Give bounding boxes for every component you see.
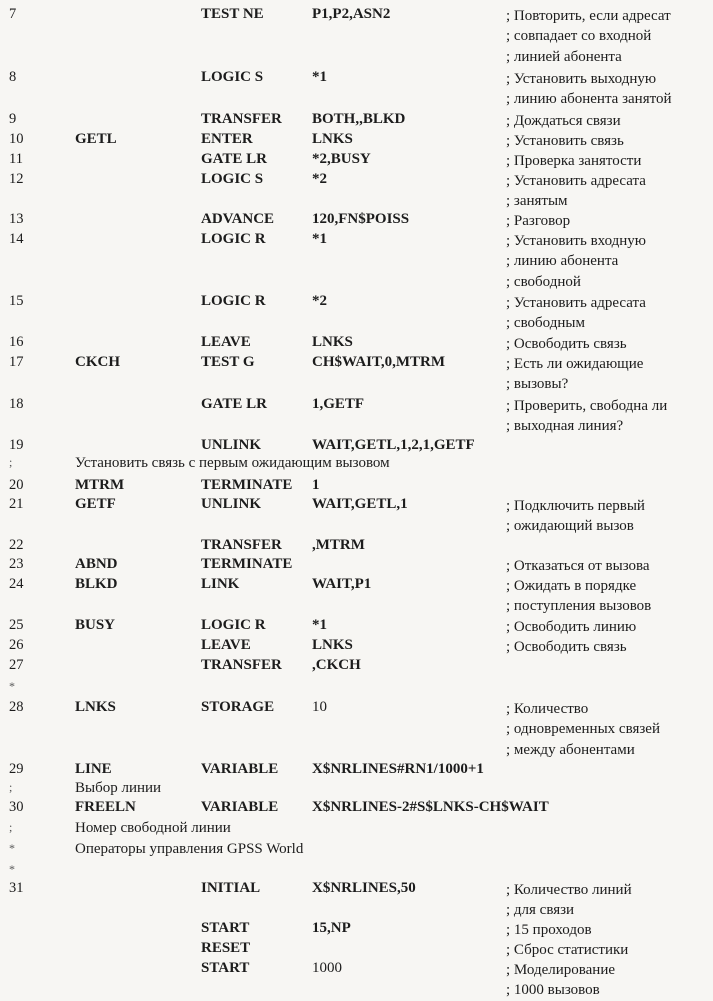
operator: TRANSFER <box>201 111 282 127</box>
comment: ; Подключить первый ; ожидающий вызов <box>506 498 645 535</box>
section-heading: Операторы управления GPSS World <box>75 841 304 857</box>
comment: ; Установить входную ; линию абонента ; свободной <box>506 233 647 290</box>
note-text: Установить связь с первым ожидающим вызовом <box>75 455 390 471</box>
operands: CH$WAIT,0,MTRM <box>312 354 446 370</box>
comment: ; Установить адресата ; свободным <box>506 295 646 332</box>
block-label: BLKD <box>75 576 118 592</box>
operands: WAIT,GETL,1,2,1,GETF <box>312 437 475 453</box>
operands: BOTH,,BLKD <box>312 111 406 127</box>
comment: ; Разговор <box>506 213 571 229</box>
operands: LNKS <box>312 637 353 653</box>
line-number: 30 <box>9 799 24 815</box>
comment: ; Повторить, если адресат ; совпадает со входной ; линией абонента <box>506 8 671 65</box>
operands: *2 <box>312 171 327 187</box>
line-number: 25 <box>9 617 24 633</box>
operator: LOGIC S <box>201 69 264 85</box>
comment: ; Установить выходную ; линию абонента занятой <box>506 71 672 108</box>
comment: ; 15 проходов <box>506 922 592 938</box>
operands: *1 <box>312 617 327 633</box>
block-label: LNKS <box>75 699 116 715</box>
line-number: 28 <box>9 699 24 715</box>
block-label: LINE <box>75 761 112 777</box>
block-label: CKCH <box>75 354 120 370</box>
star-mark: * <box>9 841 15 855</box>
line-number: 14 <box>9 231 24 247</box>
operands: LNKS <box>312 334 353 350</box>
operands: P1,P2,ASN2 <box>312 6 391 22</box>
operator: TERMINATE <box>201 477 293 493</box>
block-label: MTRM <box>75 477 125 493</box>
operands: *2,BUSY <box>312 151 371 167</box>
operands: X$NRLINES,50 <box>312 880 416 896</box>
line-number: 23 <box>9 556 24 572</box>
comment: ; Есть ли ожидающие ; вызовы? <box>506 356 644 393</box>
block-label: GETF <box>75 496 116 512</box>
star-mark: * <box>9 679 15 693</box>
operator: TEST NE <box>201 6 264 22</box>
line-number: 8 <box>9 69 17 85</box>
operands: LNKS <box>312 131 353 147</box>
operator: TRANSFER <box>201 657 282 673</box>
operator: LOGIC R <box>201 293 266 309</box>
comment: ; Количество линий ; для связи <box>506 882 632 919</box>
line-number: 10 <box>9 131 24 147</box>
operands: ,CKCH <box>312 657 361 673</box>
operator: INITIAL <box>201 880 261 896</box>
operator: START <box>201 920 250 936</box>
operands: 15,NP <box>312 920 351 936</box>
operands: *2 <box>312 293 327 309</box>
block-label: BUSY <box>75 617 116 633</box>
line-number: 12 <box>9 171 24 187</box>
operands: 1000 <box>312 960 342 976</box>
star-mark: * <box>9 862 15 876</box>
comment: ; Ожидать в порядке ; поступления вызовов <box>506 578 652 615</box>
operands: 10 <box>312 699 327 715</box>
operands: X$NRLINES#RN1/1000+1 <box>312 761 484 777</box>
operator: UNLINK <box>201 496 262 512</box>
operands: *1 <box>312 69 327 85</box>
comment-mark: ; <box>9 455 13 469</box>
operator: TRANSFER <box>201 537 282 553</box>
line-number: 22 <box>9 537 24 553</box>
comment: ; Проверить, свободна ли ; выходная линия? <box>506 398 668 435</box>
line-number: 13 <box>9 211 24 227</box>
comment: ; Освободить связь <box>506 639 627 655</box>
block-label: ABND <box>75 556 118 572</box>
operands: WAIT,GETL,1 <box>312 496 408 512</box>
block-label: GETL <box>75 131 117 147</box>
line-number: 20 <box>9 477 24 493</box>
operator: VARIABLE <box>201 761 279 777</box>
line-number: 24 <box>9 576 24 592</box>
operands: ,MTRM <box>312 537 365 553</box>
operator: TERMINATE <box>201 556 293 572</box>
line-number: 21 <box>9 496 24 512</box>
line-number: 29 <box>9 761 24 777</box>
comment: ; Отказаться от вызова <box>506 558 650 574</box>
operands: 1 <box>312 477 320 493</box>
line-number: 27 <box>9 657 24 673</box>
operator: STORAGE <box>201 699 275 715</box>
operator: TEST G <box>201 354 255 370</box>
operands: WAIT,P1 <box>312 576 372 592</box>
operator: LINK <box>201 576 240 592</box>
operands: *1 <box>312 231 327 247</box>
operands: X$NRLINES-2#S$LNKS-CH$WAIT <box>312 799 549 815</box>
operands: 120,FN$POISS <box>312 211 410 227</box>
line-number: 31 <box>9 880 24 896</box>
operator: ENTER <box>201 131 253 147</box>
line-number: 9 <box>9 111 17 127</box>
line-number: 26 <box>9 637 24 653</box>
line-number: 16 <box>9 334 24 350</box>
note-text: Выбор линии <box>75 780 162 796</box>
line-number: 19 <box>9 437 24 453</box>
comment: ; Проверка занятости <box>506 153 642 169</box>
comment: ; Установить связь <box>506 133 624 149</box>
operator: LOGIC R <box>201 617 266 633</box>
comment: ; Освободить линию <box>506 619 637 635</box>
line-number: 17 <box>9 354 24 370</box>
comment: ; Количество ; одновременных связей ; между абонентами <box>506 701 660 758</box>
operator: START <box>201 960 250 976</box>
comment: ; Дождаться связи <box>506 113 621 129</box>
comment: ; Установить адресата ; занятым <box>506 173 646 210</box>
operator: LEAVE <box>201 334 251 350</box>
note-text: Номер свободной линии <box>75 820 231 836</box>
operator: LEAVE <box>201 637 251 653</box>
operator: LOGIC R <box>201 231 266 247</box>
comment: ; Сброс статистики <box>506 942 629 958</box>
line-number: 11 <box>9 151 23 167</box>
operator: RESET <box>201 940 251 956</box>
operator: LOGIC S <box>201 171 264 187</box>
operator: ADVANCE <box>201 211 275 227</box>
comment-mark: ; <box>9 820 13 834</box>
comment-mark: ; <box>9 780 13 794</box>
line-number: 18 <box>9 396 24 412</box>
line-number: 15 <box>9 293 24 309</box>
comment: ; Моделирование ; 1000 вызовов <box>506 962 616 999</box>
block-label: FREELN <box>75 799 136 815</box>
operator: VARIABLE <box>201 799 279 815</box>
operator: GATE LR <box>201 151 267 167</box>
operator: UNLINK <box>201 437 262 453</box>
operator: GATE LR <box>201 396 267 412</box>
comment: ; Освободить связь <box>506 336 627 352</box>
line-number: 7 <box>9 6 17 22</box>
operands: 1,GETF <box>312 396 365 412</box>
